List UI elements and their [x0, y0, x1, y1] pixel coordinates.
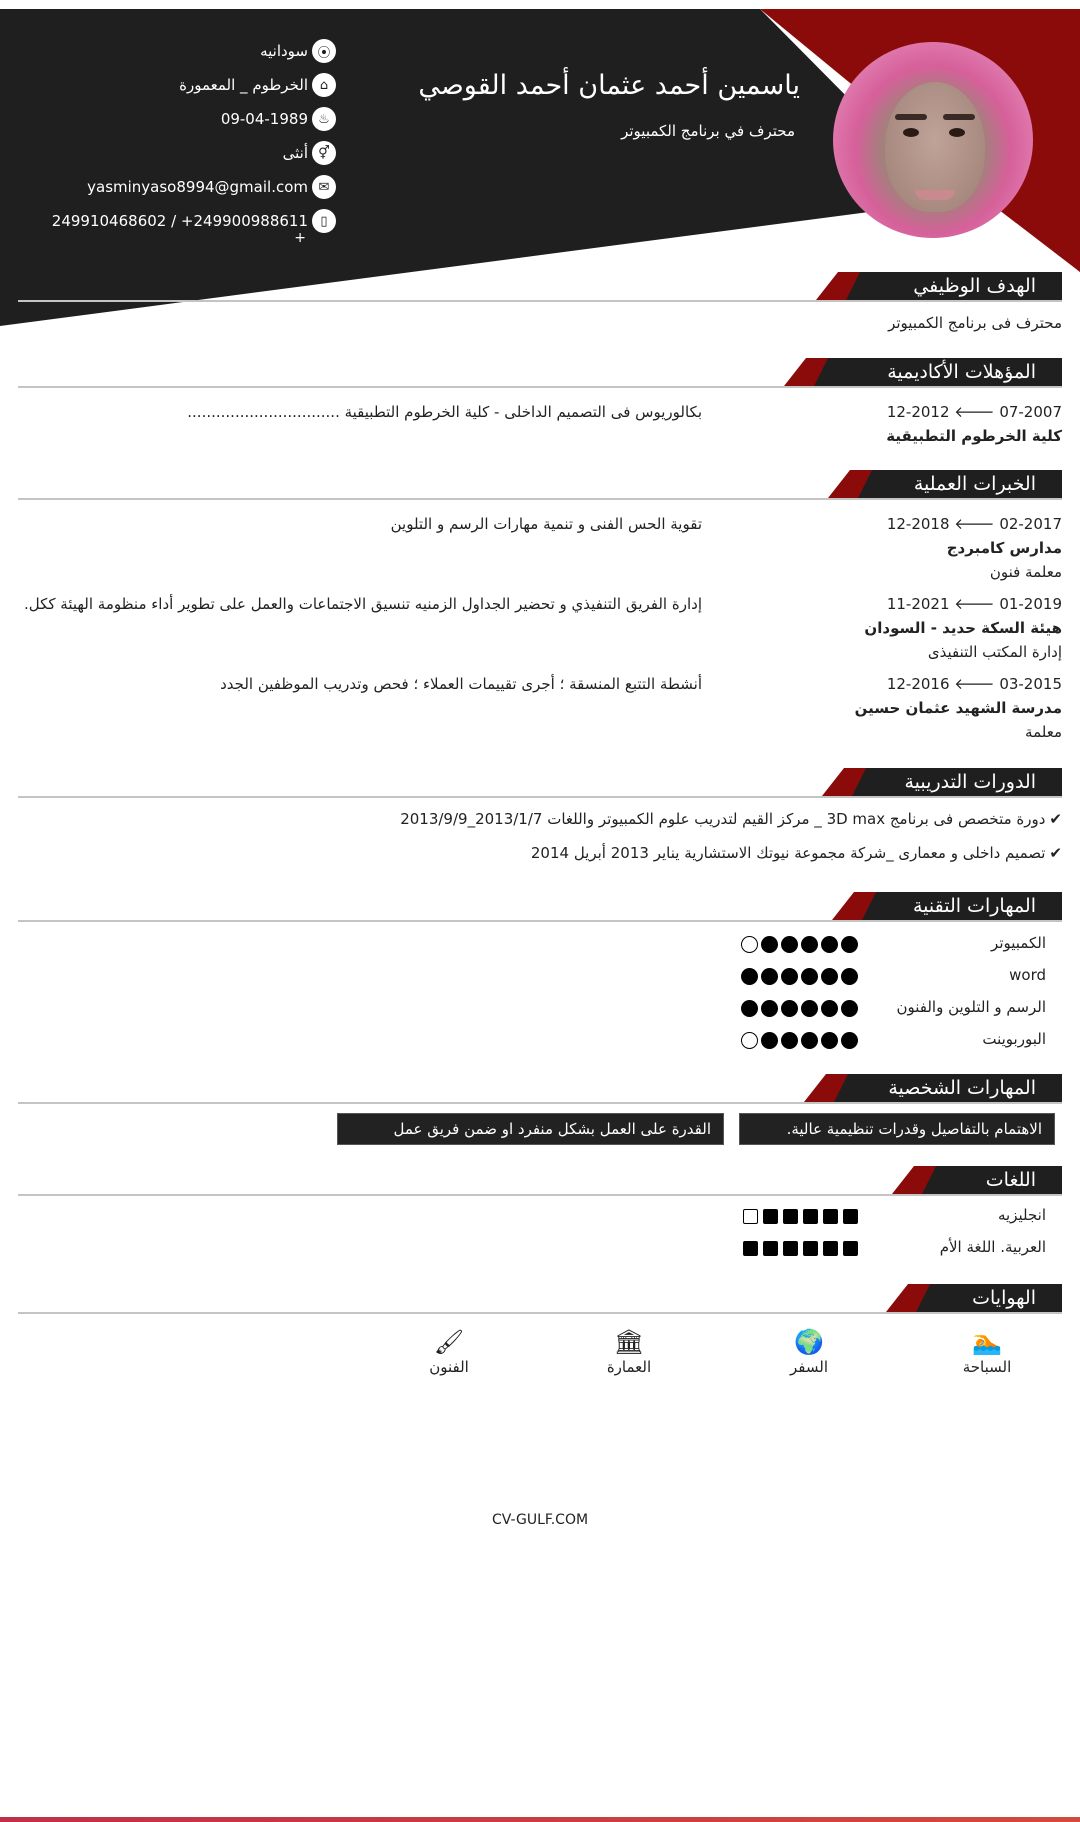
personal-skill-tag: الاهتمام بالتفاصيل وقدرات تنظيمية عالية. — [740, 1114, 1054, 1144]
contact-text: 09-04-1989 — [220, 110, 308, 128]
section-experience — [18, 470, 1062, 500]
section-objective — [18, 272, 1062, 302]
swimming-icon: 🏊 — [972, 1328, 1002, 1356]
rating-dot-filled — [821, 1032, 838, 1049]
objective-text: محترف فى برنامج الكمبيوتر — [888, 314, 1062, 332]
contact-address — [52, 68, 336, 102]
job-role: إدارة المكتب التنفيذى — [927, 643, 1062, 661]
rating-square-filled — [823, 1209, 838, 1224]
bottom-accent-bar — [0, 1817, 1080, 1822]
email-link[interactable]: yasminyaso8994@gmail.com — [87, 178, 308, 196]
education-description: بكالوريوس فى التصميم الداخلى - كلية الخرطوم التطبيقية ................................ — [187, 403, 702, 421]
company-name: هيئة السكة حديد - السودان — [864, 619, 1062, 637]
hobby-arts — [404, 1326, 494, 1376]
rating-dot-filled — [801, 1032, 818, 1049]
contact-list — [52, 34, 336, 246]
rating-square-filled — [743, 1241, 758, 1256]
company-name: مدارس كامبردج — [946, 539, 1062, 557]
section-divider — [18, 1102, 1062, 1104]
rating-dot-filled — [761, 936, 778, 953]
rating-dot-filled — [741, 968, 758, 985]
section-divider — [18, 1194, 1062, 1196]
travel-globe-icon: 🌍 — [794, 1328, 824, 1356]
language-rating — [743, 1209, 858, 1224]
skill-name: word — [1009, 966, 1046, 984]
section-heading: المهارات الشخصية — [856, 1074, 1062, 1102]
section-heading: المهارات التقنية — [884, 892, 1062, 920]
section-heading: الهوايات — [938, 1284, 1062, 1312]
rating-dot-filled — [801, 1000, 818, 1017]
paint-brush-icon: 🖌 — [433, 1328, 465, 1356]
rating-square-filled — [763, 1241, 778, 1256]
rating-dot-filled — [761, 968, 778, 985]
section-heading: اللغات — [944, 1166, 1062, 1194]
phone-plus-suffix: + — [294, 230, 306, 246]
hobby-label: السباحة — [962, 1358, 1012, 1376]
language-rating — [743, 1241, 858, 1256]
birthday-cake-icon: ♨ — [312, 107, 336, 131]
section-slant-decoration — [892, 1166, 944, 1194]
section-heading: المؤهلات الأكاديمية — [836, 358, 1062, 386]
language-name: انجليزيه — [997, 1206, 1046, 1224]
rating-square-filled — [763, 1209, 778, 1224]
photo-brow — [895, 114, 927, 120]
section-languages — [18, 1166, 1062, 1196]
section-slant-decoration — [816, 272, 868, 300]
hobby-label: العمارة — [606, 1358, 652, 1376]
section-education — [18, 358, 1062, 388]
course-text: تصميم داخلى و معمارى _شركة مجموعة نيوتك الاستشارية يناير 2013 أبريل 2014 — [530, 844, 1046, 862]
section-slant-decoration — [886, 1284, 938, 1312]
section-heading: الهدف الوظيفي — [868, 272, 1062, 300]
arrow-left-icon: 🡐 — [954, 595, 995, 613]
rating-dot-filled — [741, 1000, 758, 1017]
contact-birthdate — [52, 102, 336, 136]
rating-dot-filled — [821, 1000, 838, 1017]
personal-skill-tag: القدرة على العمل بشكل منفرد او ضمن فريق عمل — [338, 1114, 723, 1144]
rating-square-filled — [803, 1241, 818, 1256]
section-technical-skills — [18, 892, 1062, 922]
rating-dot-empty — [741, 1032, 758, 1049]
rating-dot-filled — [841, 936, 858, 953]
date-range: 03-2015 🡐 12-2016 — [886, 675, 1062, 693]
candidate-title: محترف في برنامج الكمبيوتر — [621, 122, 795, 140]
section-heading: الدورات التدريبية — [874, 768, 1062, 796]
skill-name: الرسم و التلوين والفنون — [896, 998, 1046, 1016]
photo-mouth — [915, 190, 955, 200]
rating-dot-filled — [841, 1032, 858, 1049]
rating-dot-filled — [801, 968, 818, 985]
experience-description: إدارة الفريق التنفيذي و تحضير الجداول الزمنيه تنسيق الاجتماعات والعمل على تطوير أداء منظومة الهيئة ككل. — [23, 595, 702, 613]
institution-name: كلية الخرطوم التطبيقية — [886, 427, 1062, 445]
rating-dot-filled — [761, 1032, 778, 1049]
section-slant-decoration — [828, 470, 880, 498]
rating-dot-empty — [741, 936, 758, 953]
section-slant-decoration — [822, 768, 874, 796]
hobby-travel — [764, 1326, 854, 1376]
date-range: 01-2019 🡐 11-2021 — [886, 595, 1062, 613]
skill-rating — [741, 936, 858, 953]
rating-square-filled — [783, 1241, 798, 1256]
candidate-name: ياسمين أحمد عثمان أحمد القوصي — [418, 70, 800, 101]
rating-dot-filled — [781, 1000, 798, 1017]
rating-square-filled — [823, 1241, 838, 1256]
section-slant-decoration — [804, 1074, 856, 1102]
rating-square-filled — [783, 1209, 798, 1224]
rating-dot-filled — [781, 1032, 798, 1049]
language-name: العربية. اللغة الأم — [939, 1238, 1046, 1256]
section-divider — [18, 300, 1062, 302]
rating-dot-filled — [821, 936, 838, 953]
phone-text: 249910468602 / +249900988611 — [51, 212, 308, 230]
experience-entry-meta — [887, 512, 1062, 584]
date-range: 02-2017 🡐 12-2018 — [886, 515, 1062, 533]
arrow-left-icon: 🡐 — [954, 675, 995, 693]
mobile-phone-icon: ▯ — [312, 209, 336, 233]
photo-eye — [903, 128, 919, 137]
rating-square-empty — [743, 1209, 758, 1224]
gender-icon: ⚥ — [312, 141, 336, 165]
date-range: 07-2007 🡐 12-2012 — [886, 403, 1062, 421]
section-divider — [18, 1312, 1062, 1314]
skill-name: الكمبيوتر — [991, 934, 1046, 952]
location-pin-icon: ⦿ — [312, 39, 336, 63]
section-divider — [18, 796, 1062, 798]
section-divider — [18, 920, 1062, 922]
footer-brand: CV-GULF.COM — [491, 1512, 589, 1528]
course-text: دورة متخصص فى برنامج 3D max _ مركز القيم لتدريب علوم الكمبيوتر واللغات 2013/1/7_2013/9/9 — [400, 810, 1046, 828]
course-item — [400, 810, 1062, 828]
rating-dot-filled — [841, 968, 858, 985]
contact-text: أنثى — [282, 144, 308, 162]
skill-rating — [741, 1032, 858, 1049]
rating-square-filled — [843, 1241, 858, 1256]
rating-dot-filled — [801, 936, 818, 953]
arrow-left-icon: 🡐 — [954, 403, 995, 421]
course-item — [531, 844, 1062, 862]
experience-entry-meta — [855, 672, 1062, 744]
section-heading: الخبرات العملية — [880, 470, 1062, 498]
rating-dot-filled — [781, 936, 798, 953]
rating-dot-filled — [781, 968, 798, 985]
rating-dot-filled — [761, 1000, 778, 1017]
contact-gender — [52, 136, 336, 170]
hobby-swimming — [942, 1326, 1032, 1376]
home-icon: ⌂ — [312, 73, 336, 97]
section-divider — [18, 386, 1062, 388]
profile-photo — [833, 42, 1033, 238]
experience-description: أنشطة التتبع المنسقة ؛ أجرى تقييمات العملاء ؛ فحص وتدريب الموظفين الجدد — [220, 675, 702, 693]
section-courses — [18, 768, 1062, 798]
contact-nationality — [52, 34, 336, 68]
experience-description: تقوية الحس الفنى و تنمية مهارات الرسم و التلوين — [390, 515, 702, 533]
skill-name: البوربوينت — [982, 1030, 1046, 1048]
hobby-architecture — [584, 1326, 674, 1376]
photo-brow — [943, 114, 975, 120]
section-divider — [18, 498, 1062, 500]
rating-dot-filled — [821, 968, 838, 985]
job-role: معلمة — [1025, 723, 1062, 741]
section-hobbies — [18, 1284, 1062, 1314]
rating-square-filled — [803, 1209, 818, 1224]
hobby-label: الفنون — [429, 1358, 469, 1376]
architecture-building-icon: 🏛 — [613, 1328, 645, 1356]
skill-rating — [741, 1000, 858, 1017]
section-slant-decoration — [784, 358, 836, 386]
section-slant-decoration — [832, 892, 884, 920]
company-name: مدرسة الشهيد عثمان حسين — [854, 699, 1062, 717]
rating-dot-filled — [841, 1000, 858, 1017]
contact-email — [52, 170, 336, 204]
skill-rating — [741, 968, 858, 985]
job-role: معلمة فنون — [989, 563, 1062, 581]
checkmark-icon: ✔ — [1049, 844, 1062, 862]
checkmark-icon: ✔ — [1049, 810, 1062, 828]
rating-square-filled — [843, 1209, 858, 1224]
email-icon: ✉ — [312, 175, 336, 199]
contact-text: سودانيه — [260, 42, 308, 60]
photo-eye — [949, 128, 965, 137]
arrow-left-icon: 🡐 — [954, 515, 995, 533]
section-personal-skills — [18, 1074, 1062, 1104]
hobby-label: السفر — [790, 1358, 828, 1376]
education-entry-meta — [886, 400, 1062, 448]
contact-text: الخرطوم _ المعمورة — [179, 76, 308, 94]
experience-entry-meta — [864, 592, 1062, 664]
